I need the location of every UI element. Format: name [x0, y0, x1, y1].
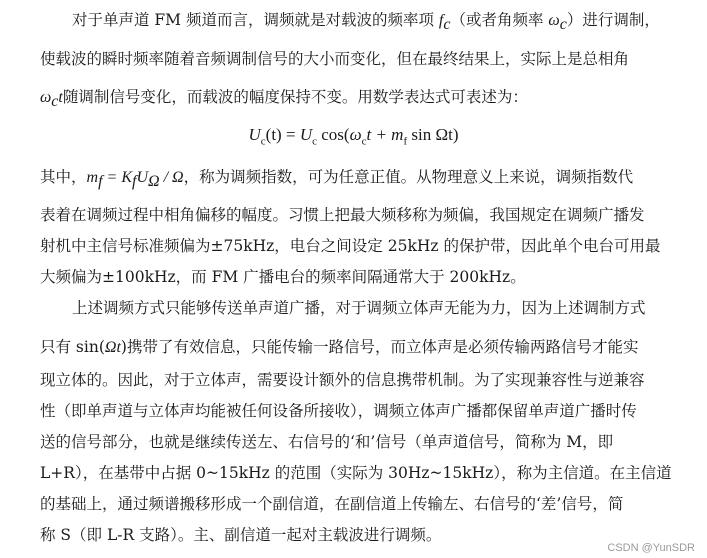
symbol-subscript: c [51, 93, 59, 111]
symbol-u-omega: U [136, 169, 149, 186]
symbol-subscript: c [443, 16, 451, 34]
watermark: CSDN @YunSDR [607, 542, 695, 554]
paragraph-3-line-2 [40, 334, 638, 360]
formula-subscript: c [260, 135, 266, 148]
paragraph-3-line-8: 称 S（即 L-R 支路）。主、副信道一起对主载波进行调频。 [40, 526, 442, 544]
paragraph-1-line-1 [72, 7, 660, 33]
paragraph-2-line-2: 表着在调频过程中相角偏移的幅度。习惯上把最大频移称为频偏，我国规定在调频广播发 [40, 206, 645, 224]
formula-part: U [248, 125, 261, 144]
symbol-subscript: f [98, 173, 103, 191]
symbol-kf: = K [102, 169, 132, 186]
paragraph-3-line-7: 的基础上，通过频谱搬移形成一个副信道，在副信道上传输左、右信号的‘差’信号，简 [40, 495, 624, 513]
formula-part: sin Ωt) [407, 125, 459, 144]
formula-part: cos( [316, 125, 350, 144]
symbol-subscript: c [559, 16, 567, 34]
symbol-subscript: f [132, 173, 137, 191]
symbol-t: t [58, 89, 63, 106]
symbol-omega-c: ω [548, 12, 560, 29]
formula-subscript: c [312, 135, 317, 148]
formula-part: U [299, 125, 313, 144]
paragraph-3-line-5: 送的信号部分，也就是继续传送左、右信号的‘和’信号（单声道信号，简称为 M，即 [40, 433, 614, 451]
formula-part: ω [349, 125, 362, 144]
paragraph-3-line-6: L+R），在基带中占据 0~15kHz 的范围（实际为 30Hz~15kHz），称为主信道。在主信道 [40, 464, 672, 482]
paragraph-1-line-3 [40, 84, 528, 110]
text-span: 其中， [40, 168, 87, 186]
paragraph-3-line-1: 上述调频方式只能够传送单声道广播，对于调频立体声无能为力，因为上述调制方式 [72, 299, 646, 317]
formula-subscript: c [361, 135, 367, 148]
formula-subscript: f [403, 135, 408, 148]
symbol-div-omega: / Ω [159, 169, 184, 186]
formula-part: t + m [366, 125, 404, 144]
symbol-mf: m [86, 169, 99, 186]
text-span: 只有 sin( [40, 338, 105, 356]
symbol-subscript: Ω [148, 173, 160, 191]
paragraph-2-line-3: 射机中主信号标准频偏为±75kHz，电台之间设定 25kHz 的保护带，因此单个电台可用最 [40, 237, 661, 255]
text-span: （或者角频率 [450, 11, 549, 29]
symbol-fc: f [438, 12, 444, 29]
text-span: ，称为调频指数，可为任意正值。从物理意义上来说，调频指数代 [183, 168, 634, 186]
symbol-omega-c: ω [40, 89, 52, 106]
paragraph-1-line-2: 使载波的瞬时频率随着音频调制信号的大小而变化，但在最终结果上，实际上是总相角 [40, 50, 630, 68]
text-span: ）进行调制， [566, 11, 660, 29]
paragraph-3-line-3: 现立体的。因此，对于立体声，需要设计额外的信息携带机制。为了实现兼容性与逆兼容 [40, 371, 645, 389]
text-span: )携带了有效信息，只能传输一路信号，而立体声是必须传输两路信号才能实 [120, 338, 639, 356]
text-span: 随调制信号变化，而载波的幅度保持不变。用数学表达式可表述为： [62, 88, 528, 106]
paragraph-2-line-4: 大频偏为±100kHz，而 FM 广播电台的频率间隔通常大于 200kHz。 [40, 268, 526, 286]
paragraph-2-line-1 [40, 164, 633, 190]
symbol-omega-t: Ωt [104, 339, 121, 356]
paragraph-3-line-4: 性（即单声道与立体声均能被任何设备所接收），调频立体声广播都保留单声道广播时传 [40, 402, 637, 420]
text-span: 对于单声道 FM 频道而言，调频就是对载波的频率项 [72, 11, 439, 29]
formula-part: (t) = [265, 125, 300, 144]
fm-formula [0, 121, 707, 149]
